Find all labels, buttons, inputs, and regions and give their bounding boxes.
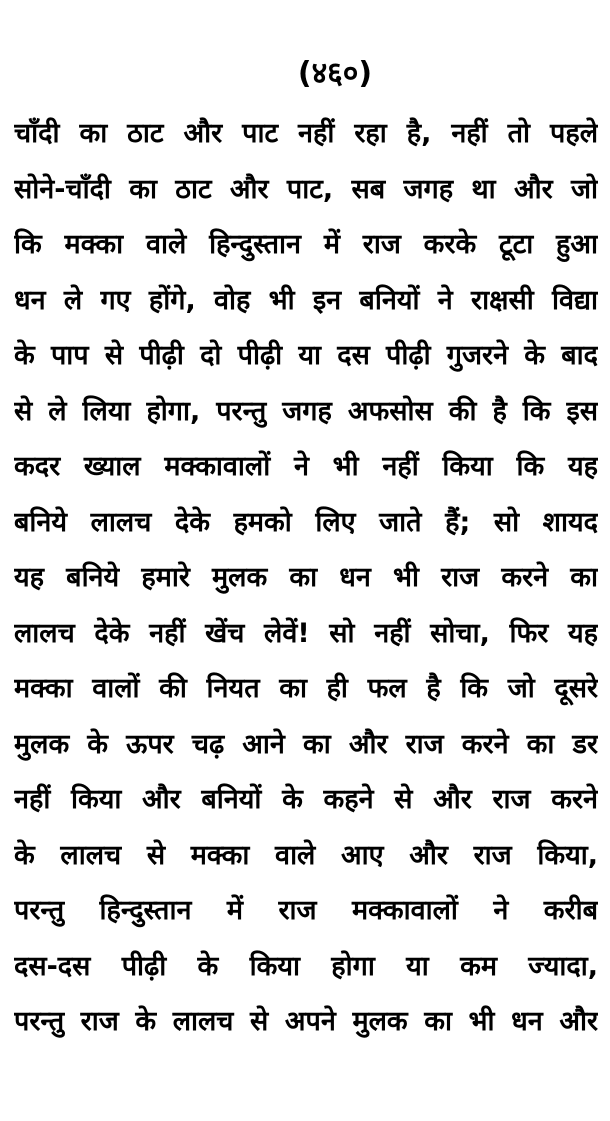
page-number: (४६०) — [297, 56, 373, 91]
text-line: मुलक के ऊपर चढ़ आने का और राज करने का डर — [14, 728, 598, 760]
text-line: मक्का वालों की नियत का ही फल है कि जो दूसरे — [14, 673, 598, 704]
text-line: सोने-चाँदी का ठाट और पाट, सब जगह था और जो — [14, 173, 598, 205]
text-line: लालच देके नहीं खेंच लेवें! सो नहीं सोचा, फिर यह — [14, 617, 598, 649]
text-line: चाँदी का ठाट और पाट नहीं रहा है, नहीं तो पहले — [14, 118, 598, 149]
text-line: दस-दस पीढ़ी के किया होगा या कम ज्यादा, — [14, 950, 598, 982]
text-line: नहीं किया और बनियों के कहने से और राज करने — [14, 784, 598, 815]
body-text — [14, 106, 598, 1050]
text-line: यह बनिये हमारे मुलक का धन भी राज करने का — [14, 562, 598, 593]
text-line: से ले लिया होगा, परन्तु जगह अफसोस की है कि इस — [14, 395, 598, 427]
text-line: के लालच से मक्का वाले आए और राज किया, — [14, 839, 598, 871]
text-line: कदर ख्याल मक्कावालों ने भी नहीं किया कि यह — [14, 451, 598, 482]
text-line: बनिये लालच देके हमको लिए जाते हैं; सो शायद — [14, 506, 598, 538]
text-line: कि मक्का वाले हिन्दुस्तान में राज करके टूटा हुआ — [14, 229, 598, 260]
text-line: परन्तु राज के लालच से अपने मुलक का भी धन और — [14, 1006, 598, 1037]
text-line: परन्तु हिन्दुस्तान में राज मक्कावालों ने करीब — [14, 895, 598, 926]
text-line: धन ले गए होंगे, वोह भी इन बनियों ने राक्षसी विद्या — [14, 284, 598, 316]
text-line: के पाप से पीढ़ी दो पीढ़ी या दस पीढ़ी गुजरने के बाद — [14, 340, 598, 371]
